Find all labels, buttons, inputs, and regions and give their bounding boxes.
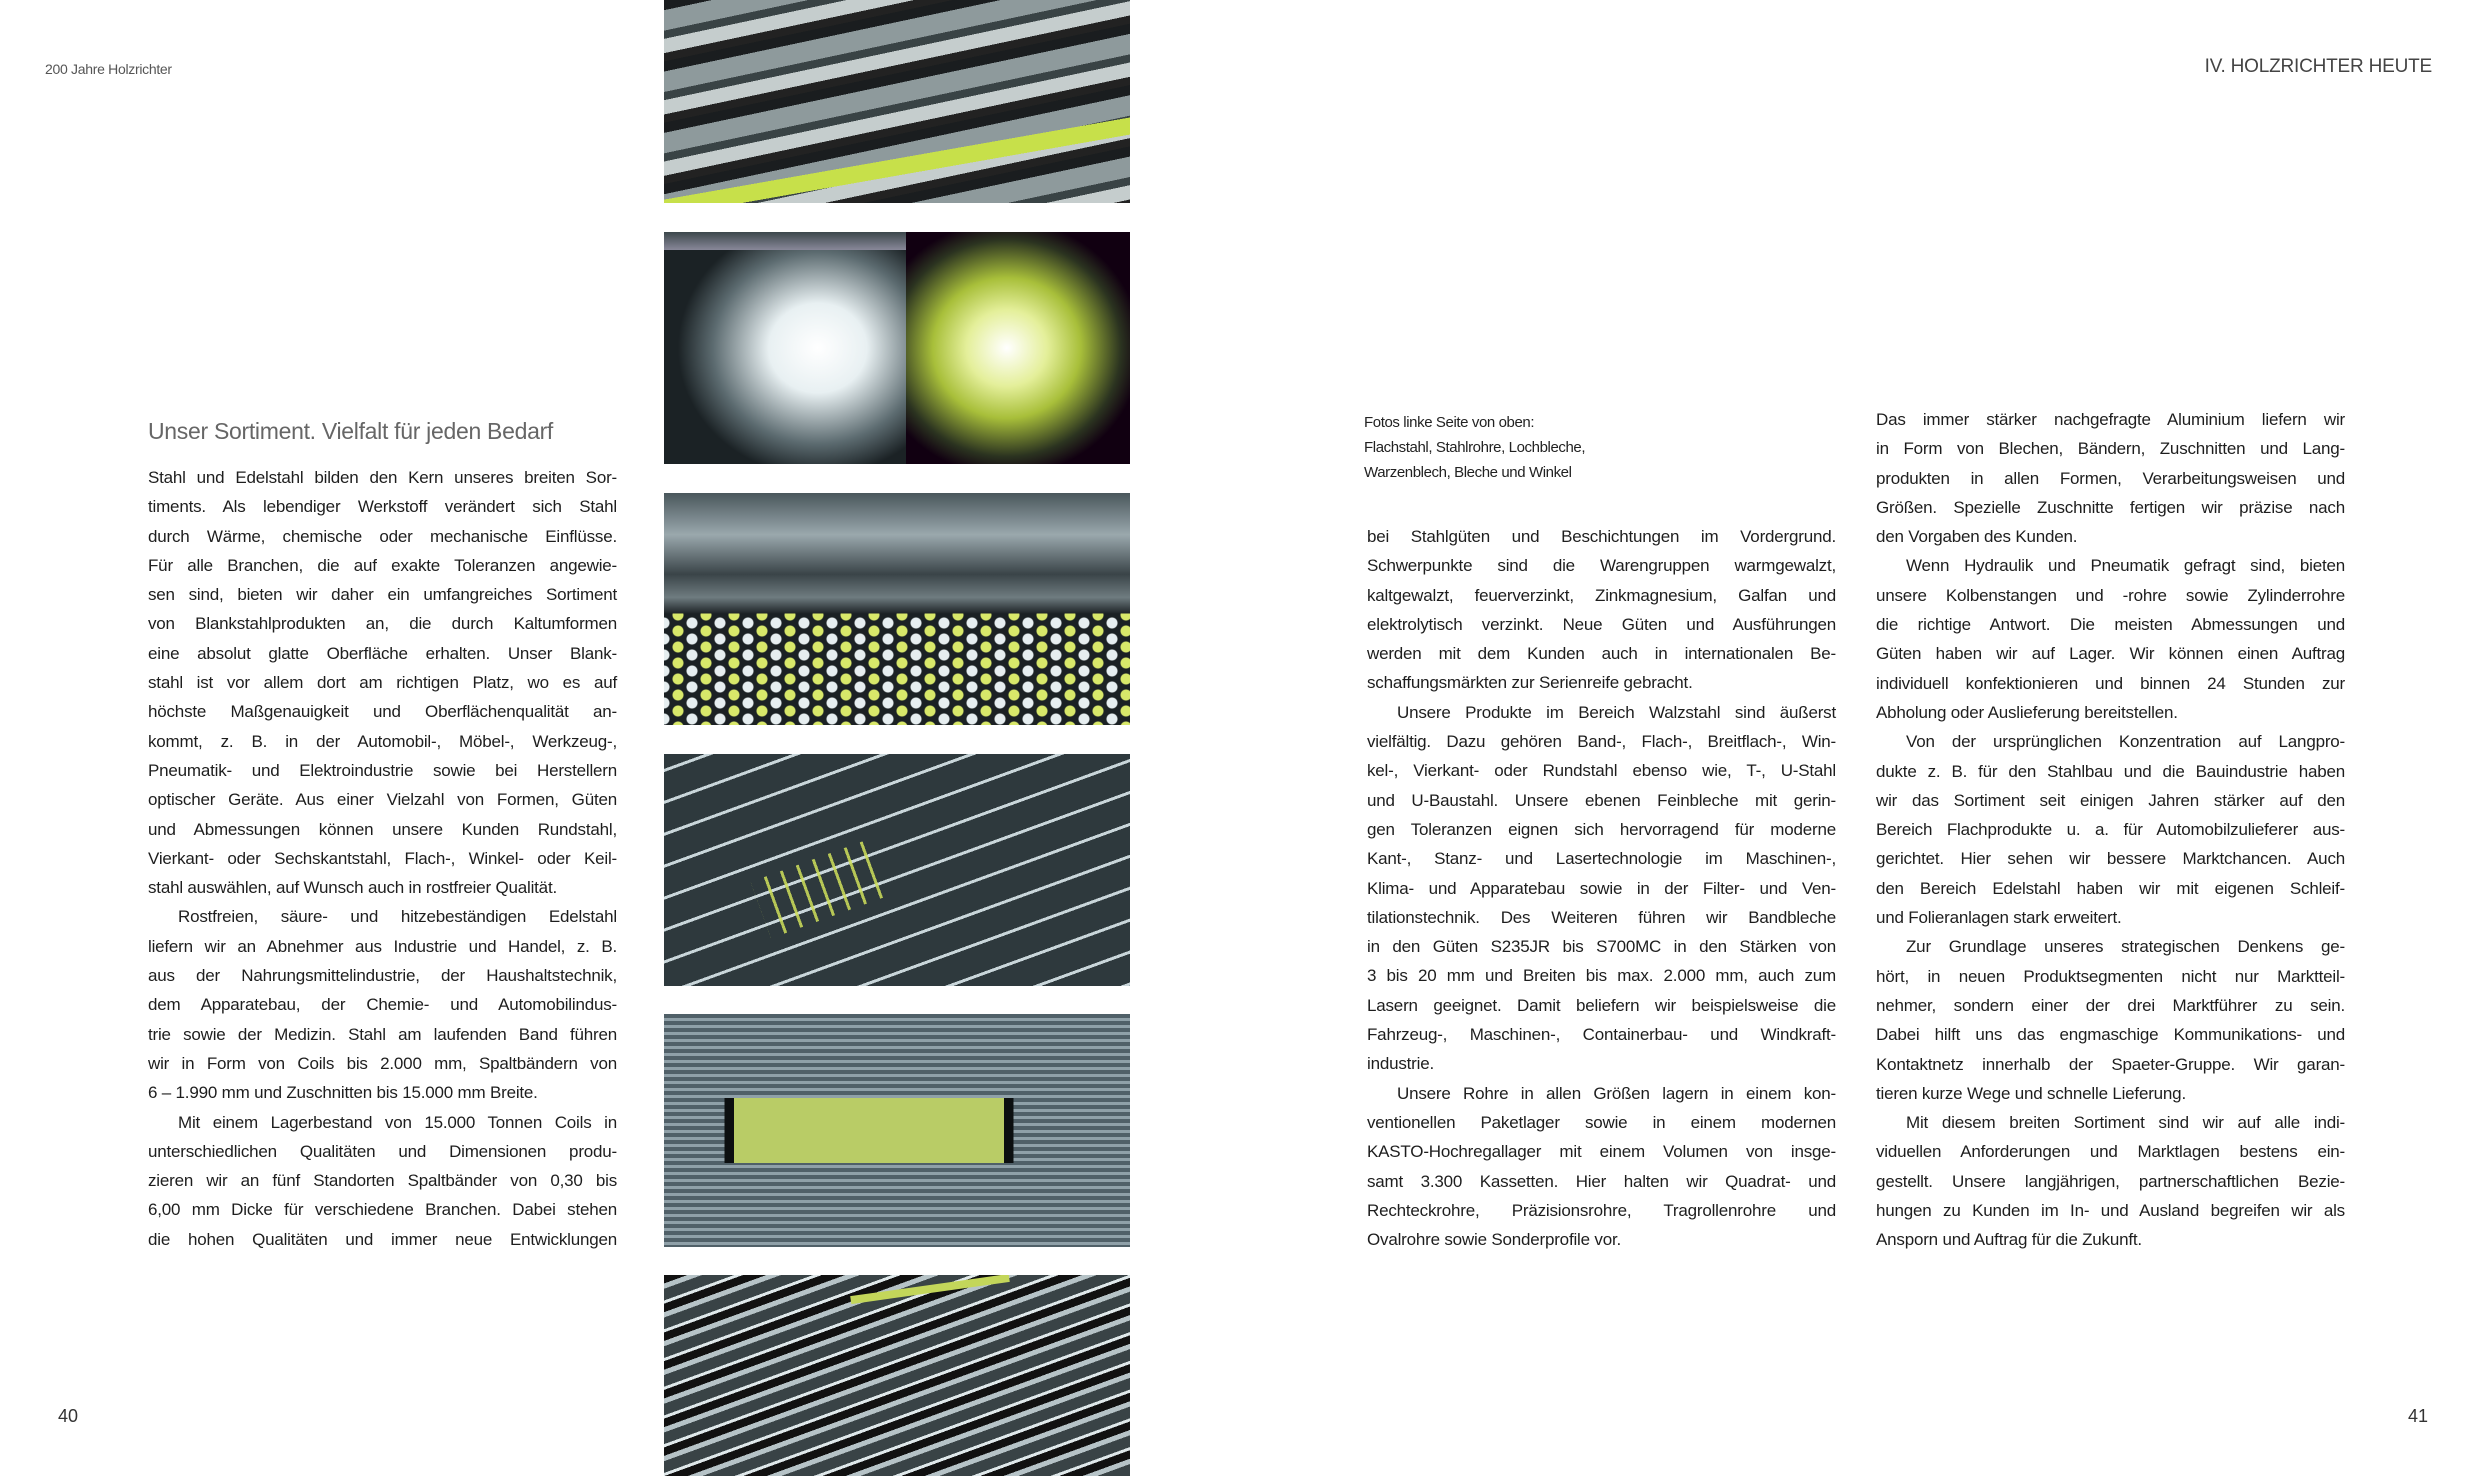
- section-heading: Unser Sortiment. Vielfalt für jeden Bedarf: [148, 418, 554, 444]
- text-line: werden mit dem Kunden auch in internationalen Be-: [1367, 644, 1836, 664]
- text-line: sen sind, bieten wir daher ein umfangreiches Sortiment: [148, 585, 617, 605]
- text-line: Abholung oder Auslieferung bereitstellen.: [1876, 702, 2178, 722]
- text-line: Lasern geeignet. Damit beliefern wir beispielsweise die: [1367, 995, 1836, 1015]
- text-line: kommt, z. B. in der Automobil-, Möbel-, Werkzeug-,: [148, 731, 617, 751]
- running-header-right: IV. HOLZRICHTER HEUTE: [2204, 56, 2432, 77]
- running-header-left: 200 Jahre Holzrichter: [45, 61, 172, 77]
- text-line: ventionellen Paketlager sowie in einem modernen: [1367, 1112, 1836, 1132]
- paragraph: [148, 1108, 617, 1254]
- photo-caption: [1364, 410, 1585, 485]
- text-line: Größen. Spezielle Zuschnitte fertigen wir präzise nach: [1876, 497, 2345, 517]
- text-line: Bereich Flachprodukte u. a. für Automobilzulieferer aus-: [1876, 820, 2345, 840]
- text-line: Ansporn und Auftrag für die Zukunft.: [1876, 1230, 2142, 1250]
- text-line: gestellt. Unsere langjährigen, partnerschaftlichen Bezie-: [1876, 1171, 2345, 1191]
- text-line: 6 – 1.990 mm und Zuschnitten bis 15.000 mm Breite.: [148, 1083, 538, 1103]
- text-line: die richtige Antwort. Die meisten Abmessungen und: [1876, 615, 2345, 635]
- steel-tubes-photo: [664, 232, 1130, 464]
- text-line: Für alle Branchen, die auf exakte Toleranzen angewie-: [148, 555, 617, 575]
- text-line: Rostfreien, säure- und hitzebeständigen Edelstahl: [178, 907, 617, 927]
- text-line: Vierkant- oder Sechskantstahl, Flach-, Winkel- oder Keil-: [148, 848, 617, 868]
- text-line: Wenn Hydraulik und Pneumatik gefragt sind, bieten: [1906, 556, 2345, 576]
- text-line: Ovalrohre sowie Sonderprofile vor.: [1367, 1230, 1621, 1250]
- paragraph: [1876, 405, 2345, 551]
- text-line: industrie.: [1367, 1054, 1434, 1074]
- text-line: Stahl und Edelstahl bilden den Kern unseres breiten Sor-: [148, 468, 617, 487]
- text-line: und Folieranlagen stark erweitert.: [1876, 908, 2122, 928]
- text-line: Kant-, Stanz- und Lasertechnologie im Maschinen-,: [1367, 849, 1836, 869]
- text-line: 3 bis 20 mm und Breiten bis max. 2.000 mm, auch zum: [1367, 966, 1836, 986]
- text-line: nehmer, sondern einer der drei Marktführer zu sein.: [1876, 995, 2345, 1015]
- text-line: kaltgewalzt, feuerverzinkt, Zinkmagnesium, Galfan und: [1367, 585, 1836, 605]
- text-line: bei Stahlgüten und Beschichtungen im Vordergrund.: [1367, 527, 1836, 546]
- text-line: und U-Baustahl. Unsere ebenen Feinbleche mit gerin-: [1367, 790, 1836, 810]
- text-line: Unsere Rohre in allen Größen lagern in einem kon-: [1397, 1083, 1836, 1103]
- text-line: trie sowie der Medizin. Stahl am laufenden Band führen: [148, 1024, 617, 1044]
- text-line: stahl auswählen, auf Wunsch auch in rostfreier Qualität.: [148, 878, 557, 898]
- text-line: wir das Sortiment seit einigen Jahren stärker auf den: [1876, 790, 2345, 810]
- checker-plate-photo: [664, 754, 1130, 986]
- paragraph: [1367, 522, 1836, 698]
- text-line: in Form von Blechen, Bändern, Zuschnitten und Lang-: [1876, 439, 2345, 459]
- text-line: KASTO-Hochregallager mit einem Volumen von insge-: [1367, 1142, 1836, 1162]
- text-line: liefern wir an Abnehmer aus Industrie und Handel, z. B.: [148, 936, 617, 956]
- text-line: stahl ist vor allem dort am richtigen Platz, wo es auf: [148, 673, 617, 693]
- paragraph: [148, 463, 617, 902]
- paragraph: [1367, 1079, 1836, 1255]
- text-column-left: [148, 463, 617, 1254]
- page-number-left: 40: [58, 1406, 79, 1426]
- text-line: aus der Nahrungsmittelindustrie, der Haushaltstechnik,: [148, 966, 617, 986]
- text-line: höchste Maßgenauigkeit und Oberflächenqualität an-: [148, 702, 617, 722]
- text-line: in den Güten S235JR bis S700MC in den Stärken von: [1367, 937, 1836, 957]
- text-line: zieren wir an fünf Standorten Spaltbänder von 0,30 bis: [148, 1171, 617, 1191]
- text-line: unsere Kolbenstangen und -rohre sowie Zylinderrohre: [1876, 585, 2345, 605]
- text-line: vielfältig. Dazu gehören Band-, Flach-, Breitflach-, Win-: [1367, 732, 1836, 752]
- text-line: Mit einem Lagerbestand von 15.000 Tonnen Coils in: [178, 1112, 617, 1132]
- paragraph: [148, 902, 617, 1107]
- text-line: die hohen Qualitäten und immer neue Entwicklungen: [148, 1229, 617, 1249]
- text-line: durch Wärme, chemische oder mechanische Einflüsse.: [148, 526, 617, 546]
- text-line: Das immer stärker nachgefragte Aluminium liefern wir: [1876, 410, 2345, 429]
- text-line: elektrolytisch verzinkt. Neue Güten und Ausführungen: [1367, 614, 1836, 634]
- text-line: hungen zu Kunden im In- und Ausland begreifen wir als: [1876, 1201, 2345, 1221]
- text-column-right: [1876, 405, 2345, 1255]
- text-line: und Abmessungen können unsere Kunden Rundstahl,: [148, 819, 617, 839]
- page-number-right: 41: [2407, 1406, 2428, 1426]
- text-line: Unsere Produkte im Bereich Walzstahl sind äußerst: [1397, 702, 1836, 722]
- text-line: Mit diesem breiten Sortiment sind wir auf alle indi-: [1906, 1113, 2345, 1133]
- text-line: von Blankstahlprodukten an, die durch Kaltumformen: [148, 614, 617, 634]
- text-line: samt 3.300 Kassetten. Hier halten wir Quadrat- und: [1367, 1171, 1836, 1191]
- text-line: Rechteckrohre, Präzisionsrohre, Tragrollenrohre und: [1367, 1200, 1836, 1220]
- paragraph: [1876, 727, 2345, 932]
- text-line: Zur Grundlage unseres strategischen Denkens ge-: [1906, 937, 2345, 957]
- perforated-sheet-photo: [664, 493, 1130, 725]
- text-line: Von der ursprünglichen Konzentration auf Langpro-: [1906, 732, 2345, 752]
- text-line: kel-, Vierkant- oder Rundstahl ebenso wie, T-, U-Stahl: [1367, 761, 1836, 781]
- caption-line: Fotos linke Seite von oben:: [1364, 414, 1535, 431]
- paragraph: [1876, 1108, 2345, 1254]
- text-line: Klima- und Apparatebau sowie in der Filter- und Ven-: [1367, 878, 1836, 898]
- text-line: wir in Form von Coils bis 2.000 mm, Spaltbändern von: [148, 1053, 617, 1073]
- text-line: produkten in allen Formen, Verarbeitungsweisen und: [1876, 468, 2345, 488]
- text-line: tilationstechnik. Des Weiteren führen wir Bandbleche: [1367, 907, 1836, 927]
- flat-steel-photo: [664, 0, 1130, 203]
- sheet-metal-photo: [664, 1014, 1130, 1247]
- caption-line: Flachstahl, Stahlrohre, Lochbleche,: [1364, 439, 1586, 456]
- text-column-middle: [1367, 522, 1836, 1254]
- text-line: schaffungsmärkten zur Serienreife gebracht.: [1367, 673, 1693, 693]
- text-line: gen Toleranzen eignen sich hervorragend für moderne: [1367, 819, 1836, 839]
- text-line: Dabei hilft uns das engmaschige Kommunikations- und: [1876, 1025, 2345, 1045]
- text-line: unterschiedlichen Qualitäten und Dimensionen produ-: [148, 1141, 617, 1161]
- paragraph: [1876, 551, 2345, 727]
- paragraph: [1367, 698, 1836, 1079]
- paragraph: [1876, 932, 2345, 1108]
- text-line: gerichtet. Hier sehen wir bessere Marktchancen. Auch: [1876, 849, 2345, 869]
- text-line: viduellen Anforderungen und Marktlagen bestens ein-: [1876, 1142, 2345, 1162]
- text-line: Schwerpunkte sind die Warengruppen warmgewalzt,: [1367, 556, 1836, 576]
- text-line: Fahrzeug-, Maschinen-, Containerbau- und Windkraft-: [1367, 1025, 1836, 1045]
- text-line: optischer Geräte. Aus einer Vielzahl von Formen, Güten: [148, 790, 617, 810]
- text-line: dukte z. B. für den Stahlbau und die Bauindustrie haben: [1876, 761, 2345, 781]
- angle-steel-photo: [664, 1275, 1130, 1476]
- text-line: den Vorgaben des Kunden.: [1876, 527, 2078, 547]
- text-line: 6,00 mm Dicke für verschiedene Branchen. Dabei stehen: [148, 1200, 617, 1220]
- text-line: den Bereich Edelstahl haben wir mit eigenen Schleif-: [1876, 878, 2345, 898]
- text-line: Güten haben wir auf Lager. Wir können einen Auftrag: [1876, 644, 2345, 664]
- text-line: Pneumatik- und Elektroindustrie sowie bei Herstellern: [148, 760, 617, 780]
- text-line: Kontaktnetz innerhalb der Spaeter-Gruppe. Wir garan-: [1876, 1054, 2345, 1074]
- text-line: individuell konfektionieren und binnen 24 Stunden zur: [1876, 673, 2345, 693]
- text-line: eine absolut glatte Oberfläche erhalten. Unser Blank-: [148, 643, 617, 663]
- caption-line: Warzenblech, Bleche und Winkel: [1364, 464, 1572, 481]
- text-line: hört, in neuen Produktsegmenten nicht nur Marktteil-: [1876, 966, 2345, 986]
- text-line: dem Apparatebau, der Chemie- und Automobilindus-: [148, 995, 617, 1015]
- text-line: tieren kurze Wege und schnelle Lieferung.: [1876, 1083, 2186, 1103]
- text-line: timents. Als lebendiger Werkstoff verändert sich Stahl: [148, 497, 617, 517]
